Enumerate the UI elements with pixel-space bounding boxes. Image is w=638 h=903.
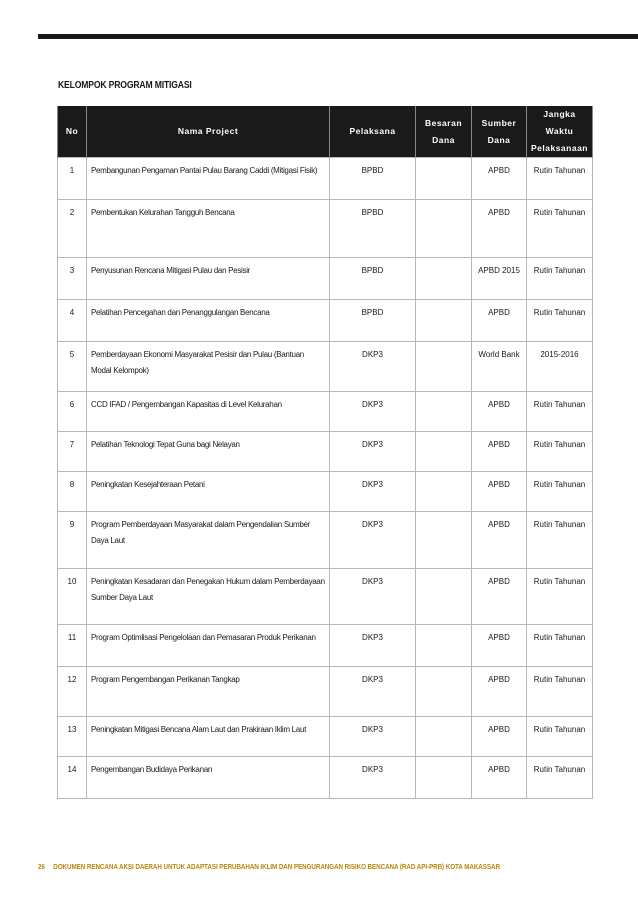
cell-sumber-dana: World Bank <box>472 342 527 392</box>
cell-jangka-waktu: Rutin Tahunan <box>527 300 593 342</box>
table-row <box>58 757 593 799</box>
page-number: 26 <box>38 862 45 871</box>
cell-jangka-waktu: Rutin Tahunan <box>527 757 593 799</box>
footer-document-title: DOKUMEN RENCANA AKSI DAERAH UNTUK ADAPTASI PERUBAHAN IKLIM DAN PENGURANGAN RISIKO BENCANA (RAD API-PRB) KOTA MAKASSAR <box>53 862 500 871</box>
cell-jangka-waktu: 2015-2016 <box>527 342 593 392</box>
cell-besaran-dana <box>416 432 472 472</box>
cell-sumber-dana: APBD <box>472 472 527 512</box>
cell-pelaksana: BPBD <box>330 300 416 342</box>
cell-sumber-dana: APBD <box>472 300 527 342</box>
cell-jangka-waktu: Rutin Tahunan <box>527 200 593 258</box>
cell-nama-project: Pemberdayaan Ekonomi Masyarakat Pesisir dan Pulau (Bantuan Modal Kelompok) <box>87 342 330 392</box>
cell-pelaksana: BPBD <box>330 200 416 258</box>
cell-sumber-dana: APBD 2015 <box>472 258 527 300</box>
cell-pelaksana: DKP3 <box>330 625 416 667</box>
table-row <box>58 472 593 512</box>
cell-nama-project: Pelatihan Pencegahan dan Penanggulangan Bencana <box>87 300 330 342</box>
cell-besaran-dana <box>416 200 472 258</box>
cell-no: 12 <box>58 667 87 717</box>
section-title: KELOMPOK PROGRAM MITIGASI <box>58 79 192 91</box>
cell-besaran-dana <box>416 717 472 757</box>
cell-no: 9 <box>58 512 87 569</box>
cell-no: 8 <box>58 472 87 512</box>
cell-jangka-waktu: Rutin Tahunan <box>527 717 593 757</box>
cell-nama-project: Peningkatan Mitigasi Bencana Alam Laut dan Prakiraan Iklim Laut <box>87 717 330 757</box>
cell-pelaksana: DKP3 <box>330 432 416 472</box>
table-row <box>58 432 593 472</box>
cell-no: 5 <box>58 342 87 392</box>
cell-pelaksana: BPBD <box>330 258 416 300</box>
cell-nama-project: Penyusunan Rencana Mitigasi Pulau dan Pesisir <box>87 258 330 300</box>
table-row <box>58 258 593 300</box>
header-no: No <box>58 106 87 158</box>
cell-sumber-dana: APBD <box>472 625 527 667</box>
header-besaran-dana: Besaran Dana <box>416 106 472 158</box>
cell-no: 11 <box>58 625 87 667</box>
cell-besaran-dana <box>416 569 472 625</box>
cell-pelaksana: BPBD <box>330 158 416 200</box>
cell-sumber-dana: APBD <box>472 158 527 200</box>
cell-besaran-dana <box>416 512 472 569</box>
cell-no: 2 <box>58 200 87 258</box>
cell-besaran-dana <box>416 158 472 200</box>
cell-nama-project: CCD IFAD / Pengembangan Kapasitas di Level Kelurahan <box>87 392 330 432</box>
table-row <box>58 300 593 342</box>
cell-sumber-dana: APBD <box>472 200 527 258</box>
table-row <box>58 342 593 392</box>
cell-no: 14 <box>58 757 87 799</box>
cell-jangka-waktu: Rutin Tahunan <box>527 472 593 512</box>
cell-besaran-dana <box>416 342 472 392</box>
cell-nama-project: Pembangunan Pengaman Pantai Pulau Barang Caddi (Mitigasi Fisik) <box>87 158 330 200</box>
cell-pelaksana: DKP3 <box>330 667 416 717</box>
cell-jangka-waktu: Rutin Tahunan <box>527 158 593 200</box>
cell-sumber-dana: APBD <box>472 512 527 569</box>
cell-pelaksana: DKP3 <box>330 717 416 757</box>
table-body <box>58 158 593 799</box>
header-sumber-dana: Sumber Dana <box>472 106 527 158</box>
cell-sumber-dana: APBD <box>472 432 527 472</box>
cell-nama-project: Pengembangan Budidaya Perikanan <box>87 757 330 799</box>
table-header-row <box>58 106 593 158</box>
cell-no: 10 <box>58 569 87 625</box>
cell-pelaksana: DKP3 <box>330 342 416 392</box>
cell-besaran-dana <box>416 300 472 342</box>
cell-nama-project: Pembentukan Kelurahan Tangguh Bencana <box>87 200 330 258</box>
cell-sumber-dana: APBD <box>472 569 527 625</box>
cell-no: 7 <box>58 432 87 472</box>
cell-jangka-waktu: Rutin Tahunan <box>527 512 593 569</box>
cell-pelaksana: DKP3 <box>330 569 416 625</box>
cell-besaran-dana <box>416 258 472 300</box>
cell-nama-project: Program Pemberdayaan Masyarakat dalam Pengendalian Sumber Daya Laut <box>87 512 330 569</box>
top-rule <box>38 34 638 39</box>
cell-no: 13 <box>58 717 87 757</box>
table-row <box>58 667 593 717</box>
cell-sumber-dana: APBD <box>472 757 527 799</box>
cell-no: 3 <box>58 258 87 300</box>
cell-pelaksana: DKP3 <box>330 392 416 432</box>
cell-sumber-dana: APBD <box>472 392 527 432</box>
cell-jangka-waktu: Rutin Tahunan <box>527 392 593 432</box>
cell-nama-project: Program Optimlisasi Pengelolaan dan Pemasaran Produk Perikanan <box>87 625 330 667</box>
cell-sumber-dana: APBD <box>472 717 527 757</box>
cell-jangka-waktu: Rutin Tahunan <box>527 258 593 300</box>
cell-besaran-dana <box>416 757 472 799</box>
cell-besaran-dana <box>416 392 472 432</box>
cell-pelaksana: DKP3 <box>330 757 416 799</box>
cell-no: 6 <box>58 392 87 432</box>
cell-besaran-dana <box>416 625 472 667</box>
cell-jangka-waktu: Rutin Tahunan <box>527 667 593 717</box>
table-row <box>58 569 593 625</box>
table-row <box>58 512 593 569</box>
table-row <box>58 200 593 258</box>
cell-pelaksana: DKP3 <box>330 512 416 569</box>
page-footer <box>38 862 500 871</box>
cell-no: 1 <box>58 158 87 200</box>
cell-jangka-waktu: Rutin Tahunan <box>527 625 593 667</box>
cell-pelaksana: DKP3 <box>330 472 416 512</box>
cell-nama-project: Peningkatan Kesejahteraan Petani <box>87 472 330 512</box>
cell-nama-project: Peningkatan Kesadaran dan Penegakan Hukum dalam Pemberdayaan Sumber Daya Laut <box>87 569 330 625</box>
program-table <box>57 106 593 799</box>
table-row <box>58 625 593 667</box>
header-pelaksana: Pelaksana <box>330 106 416 158</box>
cell-nama-project: Pelatihan Teknologi Tepat Guna bagi Nelayan <box>87 432 330 472</box>
cell-no: 4 <box>58 300 87 342</box>
header-jangka-waktu: Jangka Waktu Pelaksanaan <box>527 106 593 158</box>
header-nama-project: Nama Project <box>87 106 330 158</box>
table-row <box>58 392 593 432</box>
cell-besaran-dana <box>416 667 472 717</box>
cell-nama-project: Program Pengembangan Perikanan Tangkap <box>87 667 330 717</box>
cell-jangka-waktu: Rutin Tahunan <box>527 432 593 472</box>
table-row <box>58 717 593 757</box>
table-row <box>58 158 593 200</box>
cell-jangka-waktu: Rutin Tahunan <box>527 569 593 625</box>
cell-sumber-dana: APBD <box>472 667 527 717</box>
cell-besaran-dana <box>416 472 472 512</box>
